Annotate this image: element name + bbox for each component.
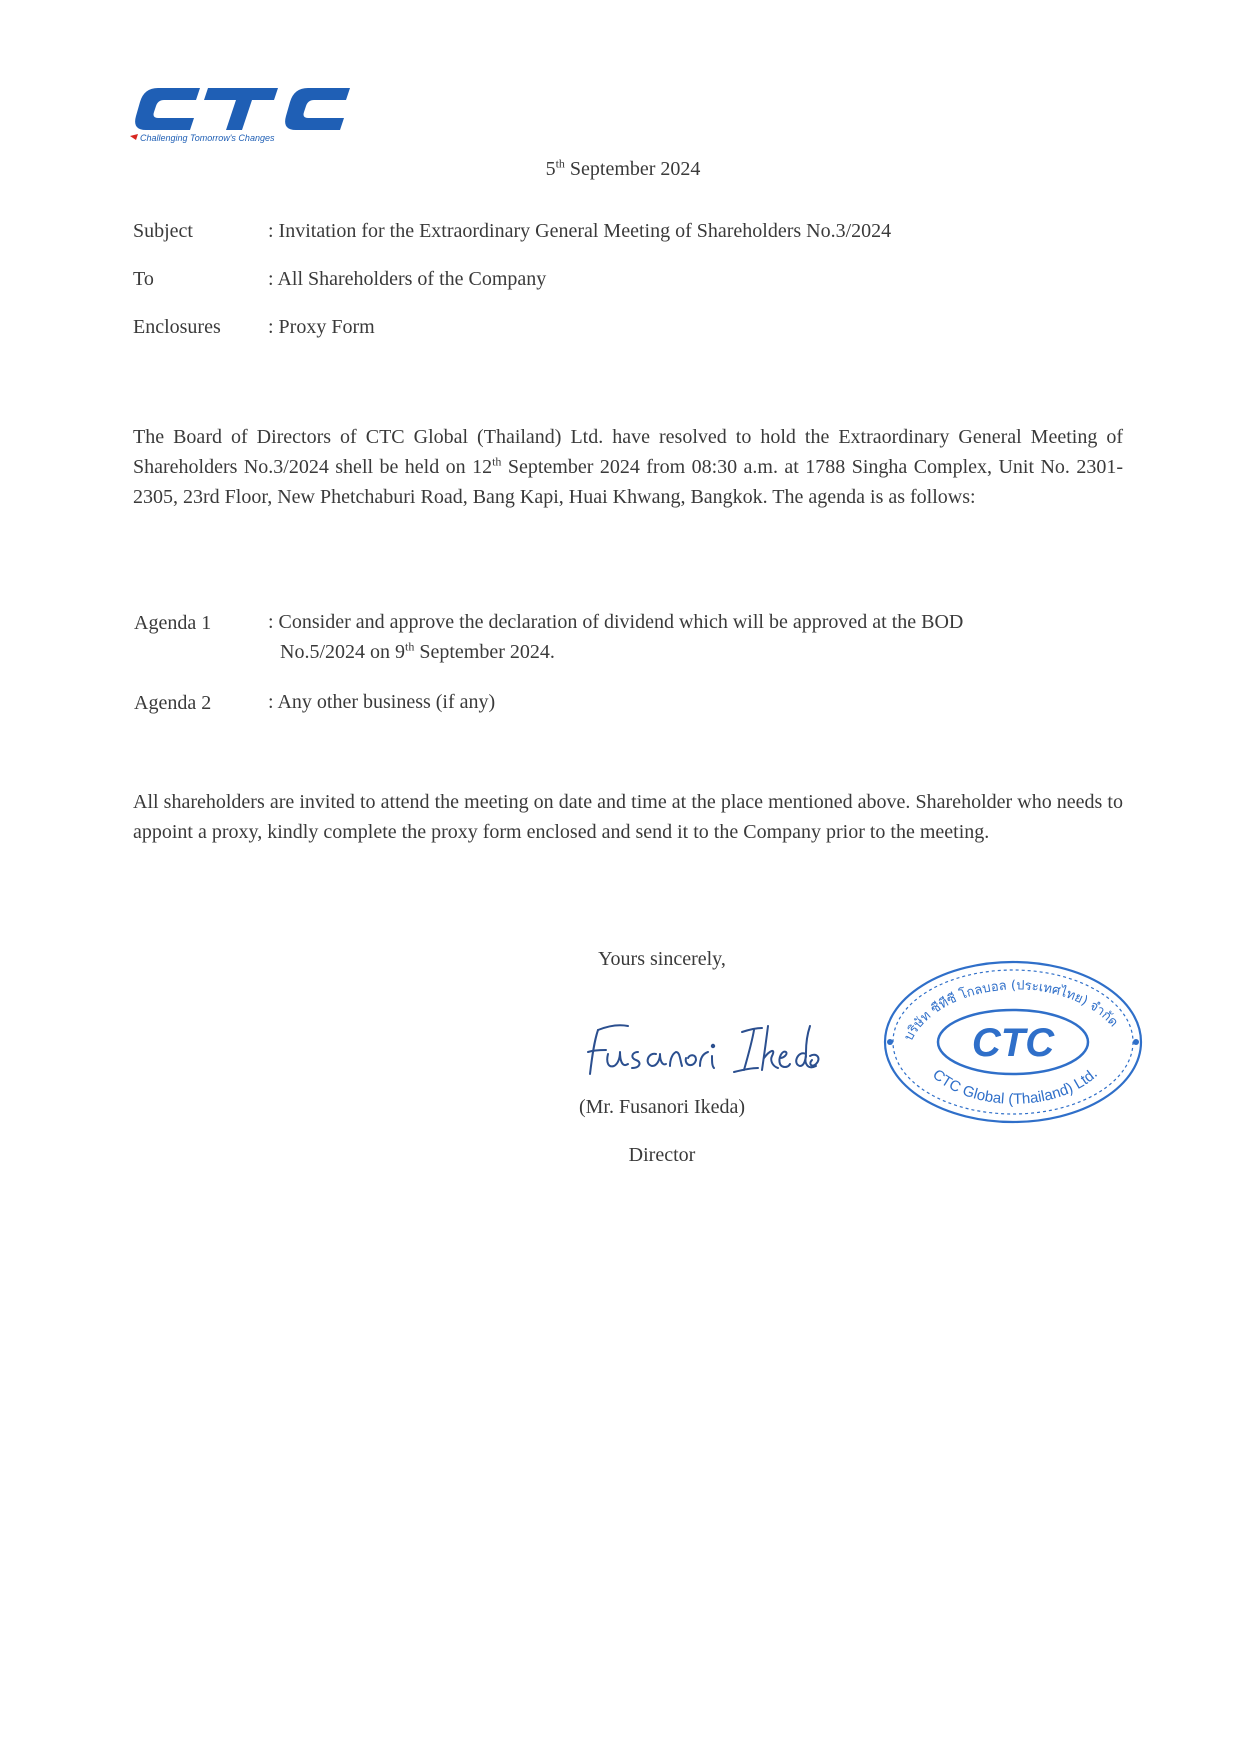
svg-text:CTC Global (Thailand) Ltd. xyxy=(929,1065,1101,1108)
handwritten-signature xyxy=(572,1012,822,1092)
agenda-2-text: : Any other business (if any) xyxy=(268,691,496,713)
agenda-1-label: Agenda 1 xyxy=(134,612,212,634)
closing-salutation: Yours sincerely, xyxy=(598,948,726,970)
to-value: : All Shareholders of the Company xyxy=(268,268,547,290)
ctc-logo xyxy=(128,74,368,156)
signatory-title: Director xyxy=(628,1144,696,1166)
letter-date: 5th September 2024 xyxy=(545,156,701,180)
enclosures-value: : Proxy Form xyxy=(268,316,375,338)
agenda-2-label: Agenda 2 xyxy=(134,692,212,714)
seal-center-text: CTC xyxy=(971,1021,1055,1065)
subject-value: : Invitation for the Extraordinary General Meeting of Shareholders No.3/2024 xyxy=(268,220,892,242)
logo-tagline: Challenging Tomorrow's Changes xyxy=(140,133,275,143)
intro-paragraph: The Board of Directors of CTC Global (Thailand) Ltd. have resolved to hold the Extraordinary General Meeting of Shareholders No.3/2024 shell be held on 12th September 2024 from 08:30 a.m. at 1788 Singha Complex, Unit No. 2301-2305, 23rd Floor, New Phetchaburi Road, Bang Kapi, Huai Khwang, Bangkok. The agenda is as follows: xyxy=(133,426,1124,508)
seal-english-text: CTC Global (Thailand) Ltd. xyxy=(929,1065,1101,1108)
agenda-1-text: : Consider and approve the declaration of dividend which will be approved at the BOD No.5/2024 on 9th September 2024. xyxy=(268,611,964,663)
seal-thai-text: บริษัท ซีทีซี โกลบอล (ประเทศไทย) จำกัด xyxy=(901,978,1121,1044)
to-label: To xyxy=(133,268,154,290)
subject-label: Subject xyxy=(133,220,193,242)
closing-paragraph: All shareholders are invited to attend the meeting on date and time at the place mentioned above. Shareholder who needs to appoint a proxy, kindly complete the proxy form enclosed and send it to the Company prior to the meeting. xyxy=(133,791,1123,843)
signatory-name: (Mr. Fusanori Ikeda) xyxy=(578,1096,746,1118)
company-seal xyxy=(878,953,1148,1131)
enclosures-label: Enclosures xyxy=(133,316,221,338)
